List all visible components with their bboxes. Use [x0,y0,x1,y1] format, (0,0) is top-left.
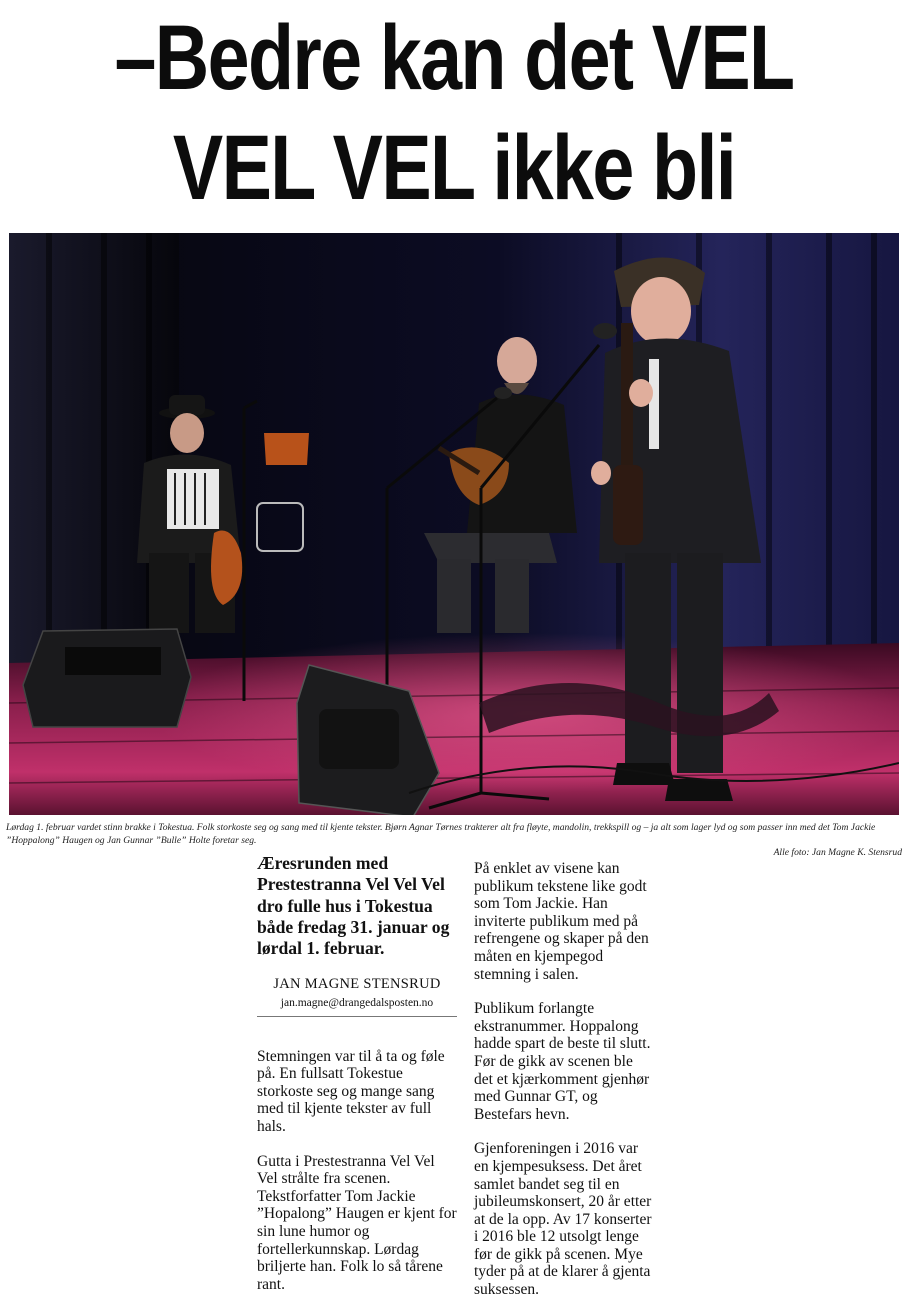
article-paragraph: Gjenforeningen i 2016 var en kjempesuksess. Det året samlet bandet seg til en jubileumskonsert, 20 år etter at de la opp. Av 17 konserter i 2016 ble 12 utsolgt lenge før de gikk på scenen. Mye tyder på at de klarer å gjenta suksessen. [474,1140,652,1299]
byline-name: JAN MAGNE STENSRUD [273,976,441,993]
article-paragraph: Gutta i Prestestranna Vel Vel Vel strålte fra scenen. Tekstforfatter Tom Jackie ”Hopalong” Haugen er kjent for sin lune humor og fortellerkunnskap. Lørdag briljerte han. Folk lo så tårene rant. [257,1152,457,1293]
article-paragraph: På enklet av visene kan publikum tekstene like godt som Tom Jackie. Han inviterte publikum med på refrengene og skaper på den måten en kjempegod stemning i salen. [474,860,649,983]
concert-photo [9,233,899,815]
article-column-1 [257,853,457,1310]
photo-credit: Alle foto: Jan Magne K. Stensrud [773,847,902,858]
caption-text: Lørdag 1. februar vardet stinn brakke i Tokestua. Folk storkoste seg og sang med til kjente tekster. Bjørn Agnar Tørnes trakterer alt fra fløyte, mandolin, trekkspill og – ja alt som lager lyd og som passer inn med det Tom Jackie ”Hoppalong” Haugen og Jan Gunnar ”Bulle” Holte foretar seg. [6,822,876,846]
article-column-2 [474,860,654,1316]
byline-email[interactable]: jan.magne@drangedalsposten.no [257,995,457,1017]
article-paragraph: Stemningen var til å ta og føle på. En fullsatt Tokestue storkoste seg og mange sang med til kjente tekster av full hals. [257,1047,445,1136]
headline-line-1: –Bedre kan det VEL [114,7,794,109]
article-paragraph: Publikum forlangte ekstranummer. Hoppalong hadde spart de beste til slutt. Før de gikk av scenen ble det et kjærkomment gjenhør med Gunnar GT, og Bestefars hevn. [474,1000,651,1123]
article-lead: Æresrunden med Prestestranna Vel Vel Vel dro fulle hus i Tokestua både fredag 31. januar og lørdal 1. februar. [257,853,450,959]
headline-line-2: VEL VEL ikke bli [172,117,736,219]
